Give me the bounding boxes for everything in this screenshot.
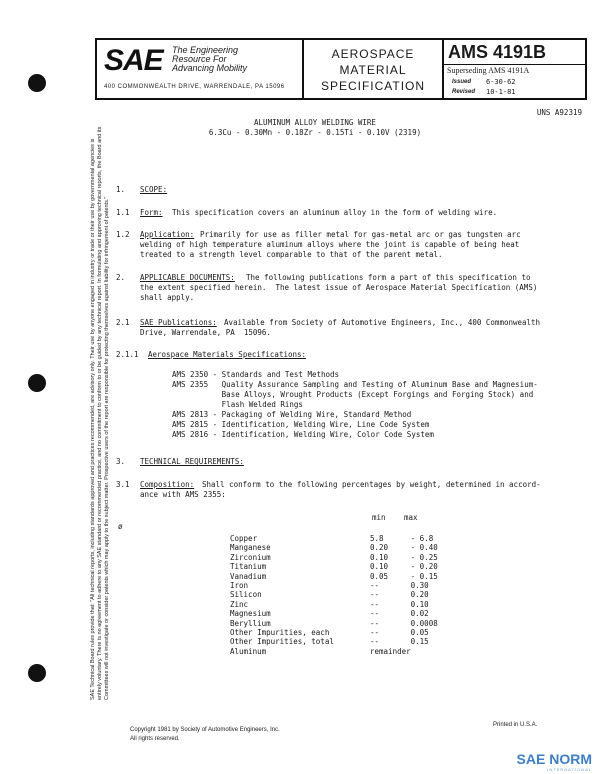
reference-item: Base Alloys, Wrought Products (Except Forgings and Forging Stock) and: [172, 390, 534, 399]
section-number: 1.1: [116, 208, 130, 217]
header-divider: [302, 38, 304, 100]
composition-max: - 0.25: [410, 552, 438, 562]
section-number: 2.: [116, 273, 126, 282]
uns-number: UNS A92319: [536, 108, 582, 117]
revised-date: 10-1-81: [486, 88, 516, 96]
composition-element: Silicon: [230, 590, 262, 600]
composition-element: Titanium: [230, 562, 267, 572]
section-number: 2.1: [116, 318, 130, 327]
paragraph-label: Application:: [140, 230, 195, 239]
composition-row: [230, 572, 438, 581]
composition-element: Zinc: [230, 599, 249, 609]
paragraph-text: Shall conform to the following percentages by weight, determined in accord-: [202, 480, 541, 489]
composition-min: remainder: [370, 646, 411, 656]
composition-min: --: [370, 590, 380, 600]
paragraph-text: Drive, Warrendale, PA 15096.: [140, 328, 271, 337]
composition-min: 0.10: [370, 552, 389, 562]
printed-in: Printed in U.S.A.: [493, 722, 538, 728]
composition-min: 0.10: [370, 562, 389, 572]
tagline: The Engineering Resource For Advancing Mobility: [172, 45, 248, 73]
composition-element: Copper: [230, 534, 258, 543]
composition-row: [230, 534, 438, 543]
composition-element: Vanadium: [230, 571, 267, 581]
watermark: [517, 751, 592, 772]
side-disclaimer: SAE Technical Board rules provide that: "All technical reports, including standards approved and practices recommended, are advisory only. Their use by anyone engaged in industry or trade or their use by governmental agencies is entirely voluntary. There is no agreement to adhere to any SAE standard or recommended practice, and no commitment to conform to or be guided by any technical report. In formulating and approving technical reports, the Board and its Committees will not investigate or consider patents which may apply to the subject matter. Prospective users of the report are responsible for protecting themselves against liability for infringement of patents.": [90, 126, 110, 700]
paragraph-label: Form:: [140, 208, 163, 217]
spec-number: AMS 4191B: [448, 42, 547, 62]
sae-logo: SAE: [104, 44, 163, 77]
composition-min: --: [370, 618, 380, 628]
composition-element: Manganese: [230, 543, 271, 553]
composition-min: --: [370, 609, 380, 619]
composition-row: [230, 553, 438, 562]
paragraph-label: SAE Publications:: [140, 318, 217, 327]
paragraph-text: The following publications form a part of this specification to: [246, 273, 531, 282]
composition-row: [230, 590, 438, 599]
composition-max: [411, 647, 438, 656]
spec-title: ALUMINUM ALLOY WELDING WIRE: [254, 118, 376, 127]
section-number: 1.: [116, 185, 126, 194]
composition-min: --: [370, 628, 380, 638]
section-heading: TECHNICAL REQUIREMENTS:: [140, 457, 244, 466]
paragraph-text: This specification covers an aluminum alloy in the form of welding wire.: [172, 208, 498, 217]
section-heading: APPLICABLE DOCUMENTS:: [140, 273, 235, 282]
composition-max: 0.10: [410, 599, 429, 609]
section-number: 3.1: [116, 480, 130, 489]
composition-max: 0.05: [410, 628, 429, 638]
watermark-sub: INTERNATIONAL: [547, 767, 592, 772]
reference-item: Flash Welded Rings: [172, 400, 303, 409]
composition-max: - 0.40: [410, 543, 438, 553]
issued-date: 6-30-62: [486, 78, 516, 86]
reference-item: AMS 2355 Quality Assurance Sampling and Testing of Aluminum Base and Magnesium-: [172, 380, 538, 389]
composition-min: --: [370, 599, 380, 609]
paragraph-text: ance with AMS 2355:: [140, 490, 226, 499]
paragraph-text: treated to a strength level comparable to that of the parent metal.: [140, 250, 443, 259]
composition-min: 5.8: [370, 534, 384, 543]
composition-row: [230, 647, 438, 656]
paragraph-text: the extent specified herein. The latest issue of Aerospace Material Specification (AMS): [140, 283, 538, 292]
composition-max: - 0.20: [410, 562, 438, 572]
max-header: max: [404, 513, 418, 522]
punch-hole: [28, 74, 46, 92]
reference-item: AMS 2816 - Identification, Welding Wire, Color Code System: [172, 430, 434, 439]
reference-item: AMS 2350 - Standards and Test Methods: [172, 370, 340, 379]
paragraph-text: shall apply.: [140, 293, 195, 302]
composition-max: - 0.15: [410, 571, 438, 581]
paragraph-text: Available from Society of Automotive Engineers, Inc., 400 Commonwealth: [224, 318, 541, 327]
section-heading: SCOPE:: [140, 185, 168, 194]
composition-min: --: [370, 581, 380, 591]
watermark-main: SAE NORM: [516, 751, 592, 767]
composition-element: Magnesium: [230, 609, 271, 619]
section-number: 1.2: [116, 230, 130, 239]
section-number: 3.: [116, 457, 126, 466]
issued-label: Issued: [452, 79, 472, 85]
revised-label: Revised: [452, 89, 476, 95]
reference-item: AMS 2813 - Packaging of Welding Wire, Standard Method: [172, 410, 412, 419]
header-divider: [442, 38, 444, 100]
composition-table: [230, 534, 438, 656]
reference-item: AMS 2815 - Identification, Welding Wire, Line Code System: [172, 420, 430, 429]
change-marker: ø: [118, 522, 123, 531]
spec-number-rule: [444, 64, 585, 65]
punch-hole: [28, 374, 46, 392]
composition-max: 0.0008: [410, 618, 438, 628]
composition-min: --: [370, 637, 380, 647]
copyright: Copyright 1981 by Society of Automotive Engineers, Inc.: [130, 727, 280, 733]
paragraph-text: welding of high temperature aluminum alloys where the joint is capable of being heat: [140, 240, 520, 249]
composition-element: Zirconium: [230, 552, 271, 562]
composition-element: Other Impurities, each: [230, 628, 330, 638]
composition-element: Iron: [230, 581, 249, 591]
composition-min: 0.05: [370, 571, 389, 581]
composition-row: [230, 600, 438, 609]
composition-max: 0.02: [410, 609, 429, 619]
min-header: min: [372, 513, 386, 522]
spec-type: AEROSPACE MATERIAL SPECIFICATION: [320, 47, 426, 93]
composition-row: [230, 562, 438, 571]
composition-max: 0.30: [410, 581, 429, 591]
paragraph-text: Primarily for use as filler metal for gas-metal arc or gas tungsten arc: [200, 230, 521, 239]
composition-element: Aluminum: [230, 646, 267, 656]
rights: All rights reserved.: [130, 736, 180, 742]
punch-hole: [28, 664, 46, 682]
composition-row: [230, 609, 438, 618]
section-number: 2.1.1: [116, 350, 139, 359]
spec-subtitle: 6.3Cu - 0.30Mn - 0.18Zr - 0.15Ti - 0.10V (2319): [208, 128, 422, 137]
composition-row: [230, 543, 438, 552]
paragraph-label: Composition:: [140, 480, 195, 489]
section-heading: Aerospace Materials Specifications:: [148, 350, 307, 359]
composition-row: [230, 581, 438, 590]
composition-max: - 6.8: [410, 534, 434, 543]
composition-min: 0.20: [370, 543, 389, 553]
address: 400 COMMONWEALTH DRIVE, WARRENDALE, PA 15096: [104, 84, 285, 90]
composition-element: Beryllium: [230, 618, 271, 628]
composition-row: [230, 619, 438, 628]
superseding: Superseding AMS 4191A: [447, 66, 530, 75]
composition-row: [230, 637, 438, 646]
composition-row: [230, 628, 438, 637]
composition-element: Other Impurities, total: [230, 637, 334, 647]
composition-max: 0.20: [410, 590, 429, 600]
composition-max: 0.15: [410, 637, 429, 647]
